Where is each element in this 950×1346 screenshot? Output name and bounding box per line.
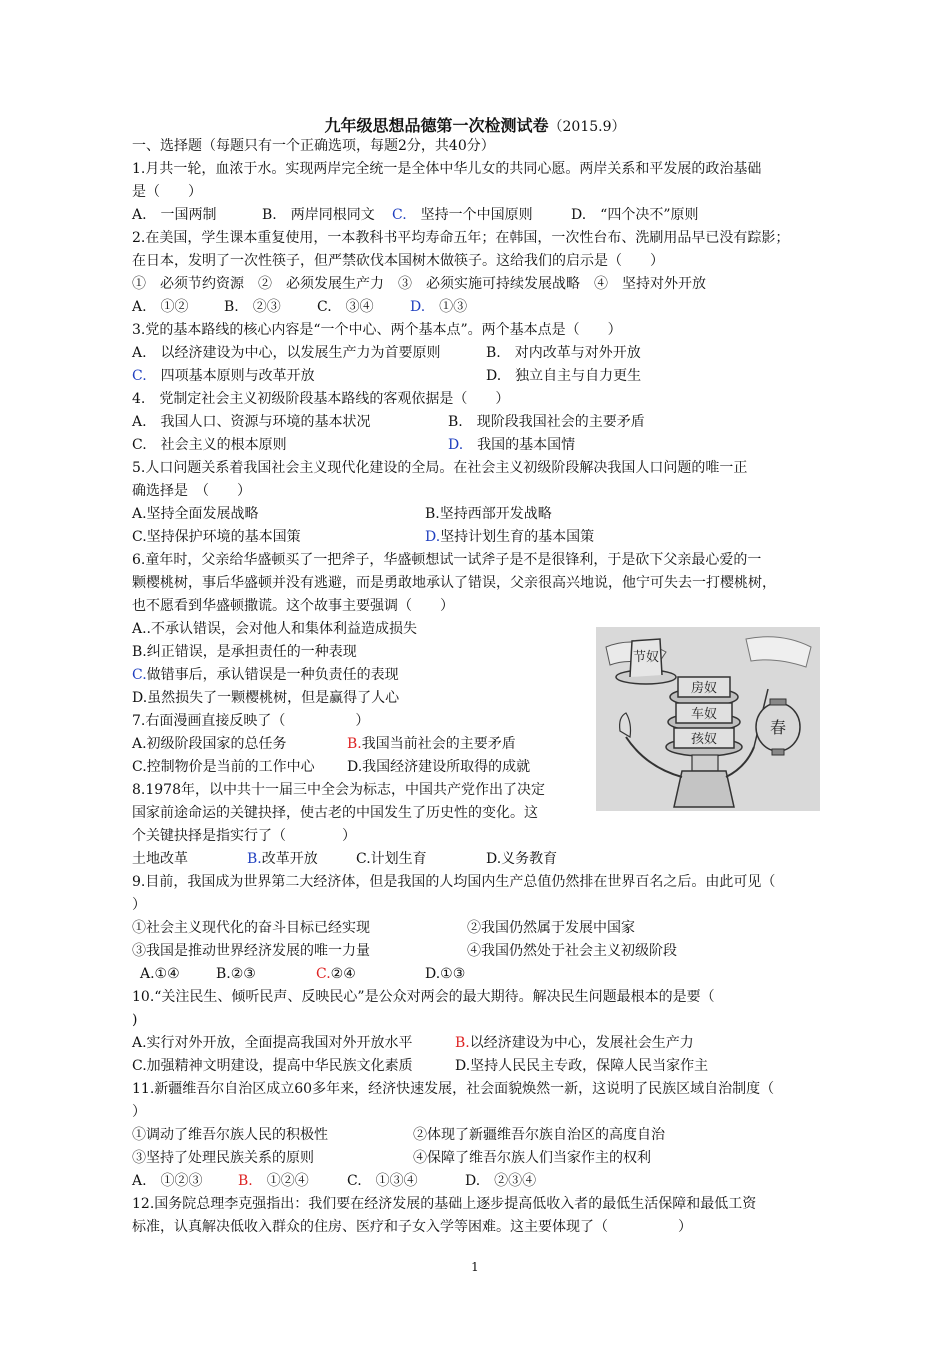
q7-option-b: B.我国当前社会的主要矛盾 xyxy=(347,736,516,752)
stacked-hats xyxy=(666,677,742,756)
q8-option-a: 土地改革 xyxy=(132,851,188,867)
q2-stem-line2: 在日本，发明了一次性筷子，但严禁砍伐本国树木做筷子。这给我们的启示是（ ） xyxy=(132,253,664,269)
q10-option-c: C.加强精神文明建设，提高中华民族文化素质 xyxy=(132,1058,413,1074)
q6-stem-line3: 也不愿看到华盛顿撒谎。这个故事主要强调（ ） xyxy=(132,598,454,614)
q2-answer-mark: D. xyxy=(410,299,426,315)
q9-statement-4: ④我国仍然处于社会主义初级阶段 xyxy=(467,943,677,959)
q9-statement-3: ③我国是推动世界经济发展的唯一力量 xyxy=(132,943,370,959)
q10-answer-mark: B. xyxy=(455,1035,470,1051)
q11-statement-1: ①调动了维吾尔族人民的积极性 xyxy=(132,1127,328,1143)
q3-answer-mark: C. xyxy=(132,368,147,384)
q7-answer-mark: B. xyxy=(347,736,362,752)
q8-stem-line1: 8.1978年，以中共十一届三中全会为标志，中国共产党作出了决定 xyxy=(132,782,545,798)
q10-stem-line1: 10.“关注民生、倾听民声、反映民心”是公众对两会的最大期待。解决民生问题最根本的是要（ xyxy=(132,989,715,1005)
q8-option-d: D.义务教育 xyxy=(486,851,558,867)
q8-answer-mark: B. xyxy=(247,851,262,867)
q1-option-b: B. 两岸同根同文 xyxy=(262,207,375,223)
q11-option-a: A. ①②③ xyxy=(132,1173,203,1189)
q9-option-b: B.②③ xyxy=(216,966,256,982)
q9-option-d: D.①③ xyxy=(425,966,466,982)
q4-option-d: D. 我国的基本国情 xyxy=(448,437,576,453)
q9-option-a: A.①④ xyxy=(140,966,180,982)
exam-title xyxy=(0,113,950,136)
hat-3-label: 孩奴 xyxy=(690,732,718,747)
q5-option-d: D.坚持计划生育的基本国策 xyxy=(425,529,595,545)
q3-option-b: B. 对内改革与对外开放 xyxy=(486,345,641,361)
hat-2-label: 车奴 xyxy=(690,707,718,722)
title-year: （2015.9） xyxy=(548,119,626,135)
q7-option-d: D.我国经济建设所取得的成就 xyxy=(347,759,531,775)
q3-option-c: C. 四项基本原则与改革开放 xyxy=(132,368,315,384)
q9-stem-line2: ） xyxy=(132,897,146,913)
q11-answer-mark: B. xyxy=(238,1173,253,1189)
q10-option-b: B.以经济建设为中心，发展社会生产力 xyxy=(455,1035,694,1051)
q6-option-d: D.虽然损失了一颗樱桃树，但是赢得了人心 xyxy=(132,690,400,706)
q6-option-c: C.做错事后，承认错误是一种负责任的表现 xyxy=(132,667,399,683)
q6-option-b: B.纠正错误，是承担责任的一种表现 xyxy=(132,644,357,660)
q10-option-a: A.实行对外开放，全面提高我国对外开放水平 xyxy=(132,1035,413,1051)
q5-stem-line1: 5.人口问题关系着我国社会主义现代化建设的全局。在社会主义初级阶段解决我国人口问题的唯一正 xyxy=(132,460,748,476)
q2-stem-line1: 2.在美国，学生课本重复使用，一本教科书平均寿命五年；在韩国，一次性台布、洗刷用品早已没有踪影； xyxy=(132,230,790,246)
q5-option-c: C.坚持保护环境的基本国策 xyxy=(132,529,301,545)
q2-statements: ① 必须节约资源 ② 必须发展生产力 ③ 必须实施可持续发展战略 ④ 坚持对外开放 xyxy=(132,276,706,292)
q5-option-a: A.坚持全面发展战略 xyxy=(132,506,259,522)
q11-stem-line1: 11.新疆维吾尔自治区成立60多年来，经济快速发展，社会面貌焕然一新，这说明了民族区域自治制度（ xyxy=(132,1081,775,1097)
q6-answer-mark: C. xyxy=(132,667,147,683)
q4-option-a: A. 我国人口、资源与环境的基本状况 xyxy=(132,414,371,430)
page-number: 1 xyxy=(471,1260,479,1274)
q1-option-a: A. 一国两制 xyxy=(132,207,217,223)
title-text: 九年级思想品德第一次检测试卷 xyxy=(324,116,549,135)
q2-option-b: B. ②③ xyxy=(224,299,281,315)
q2-option-c: C. ③④ xyxy=(317,299,374,315)
q11-option-d: D. ②③④ xyxy=(465,1173,537,1189)
q5-answer-mark: D. xyxy=(425,529,441,545)
q4-stem: 4. 党制定社会主义初级阶段基本路线的客观依据是（ ） xyxy=(132,391,510,407)
q10-option-d: D.坚持人民民主专政，保障人民当家作主 xyxy=(455,1058,709,1074)
q3-option-a: A. 以经济建设为中心，以发展生产力为首要原则 xyxy=(132,345,441,361)
q12-stem-line1: 12.国务院总理李克强指出：我们要在经济发展的基础上逐步提高低收入者的最低生活保障和最低工资 xyxy=(132,1196,757,1212)
q4-option-c: C. 社会主义的根本原则 xyxy=(132,437,287,453)
hat-label: 节奴 xyxy=(632,650,660,665)
q7-option-a: A.初级阶段国家的总任务 xyxy=(132,736,287,752)
q11-stem-line2: ） xyxy=(132,1104,146,1120)
q5-stem-line2: 确选择是 （ ） xyxy=(132,483,251,499)
q8-stem-line2: 国家前途命运的关键抉择，使古老的中国发生了历史性的变化。这 xyxy=(132,805,538,821)
q1-option-c: C. 坚持一个中国原则 xyxy=(392,207,533,223)
q9-statement-1: ①社会主义现代化的奋斗目标已经实现 xyxy=(132,920,370,936)
q10-stem-line2: ) xyxy=(132,1012,138,1028)
q12-stem-line2: 标准，认真解决低收入群众的住房、医疗和子女入学等困难。这主要体现了（ ） xyxy=(132,1219,692,1235)
q1-stem-line1: 1.月共一轮，血浓于水。实现两岸完全统一是全体中华儿女的共同心愿。两岸关系和平发展的政治基础 xyxy=(132,161,762,177)
q6-stem-line2: 颗樱桃树，事后华盛顿并没有逃避，而是勇敢地承认了错误，父亲很高兴地说，他宁可失去一打樱桃树， xyxy=(132,575,776,591)
q11-statement-2: ②体现了新疆维吾尔族自治区的高度自治 xyxy=(413,1127,665,1143)
q11-statement-3: ③坚持了处理民族关系的原则 xyxy=(132,1150,314,1166)
q1-stem-line2: 是（ ） xyxy=(132,184,202,200)
q9-stem-line1: 9.目前，我国成为世界第二大经济体，但是我国的人均国内生产总值仍然排在世界百名之后。由此可见（ xyxy=(132,874,776,890)
q9-statement-2: ②我国仍然属于发展中国家 xyxy=(467,920,635,936)
q11-option-c: C. ①③④ xyxy=(347,1173,418,1189)
q9-answer-mark: C. xyxy=(316,966,331,982)
q3-option-d: D. 独立自主与自力更生 xyxy=(486,368,642,384)
cartoon-illustration xyxy=(596,627,820,811)
section-heading: 一、选择题（每题只有一个正确选项，每题2分，共40分） xyxy=(132,138,495,154)
q2-option-a: A. ①② xyxy=(132,299,189,315)
q7-stem: 7.右面漫画直接反映了（ ） xyxy=(132,713,370,729)
q2-option-d: D. ①③ xyxy=(410,299,468,315)
q11-option-b: B. ①②④ xyxy=(238,1173,309,1189)
q4-option-b: B. 现阶段我国社会的主要矛盾 xyxy=(448,414,645,430)
hat-1-label: 房奴 xyxy=(690,681,718,696)
q8-option-c: C.计划生育 xyxy=(356,851,427,867)
q8-stem-line3: 个关键抉择是指实行了（ ） xyxy=(132,828,356,844)
lantern-label: 春 xyxy=(769,718,787,737)
q11-statement-4: ④保障了维吾尔族人们当家作主的权利 xyxy=(413,1150,651,1166)
q9-option-c: C.②④ xyxy=(316,966,356,982)
q1-answer-mark: C. xyxy=(392,207,407,223)
q7-option-c: C.控制物价是当前的工作中心 xyxy=(132,759,315,775)
q4-answer-mark: D. xyxy=(448,437,464,453)
q1-option-d: D. “四个决不”原则 xyxy=(571,207,699,223)
q6-option-a: A..不承认错误，会对他人和集体利益造成损失 xyxy=(132,621,418,637)
q5-option-b: B.坚持西部开发战略 xyxy=(425,506,552,522)
q6-stem-line1: 6.童年时，父亲给华盛顿买了一把斧子，华盛顿想试一试斧子是不是很锋利，于是砍下父亲最心爱的一 xyxy=(132,552,762,568)
q3-stem: 3.党的基本路线的核心内容是“一个中心、两个基本点”。两个基本点是（ ） xyxy=(132,322,622,338)
q8-option-b: B.改革开放 xyxy=(247,851,318,867)
